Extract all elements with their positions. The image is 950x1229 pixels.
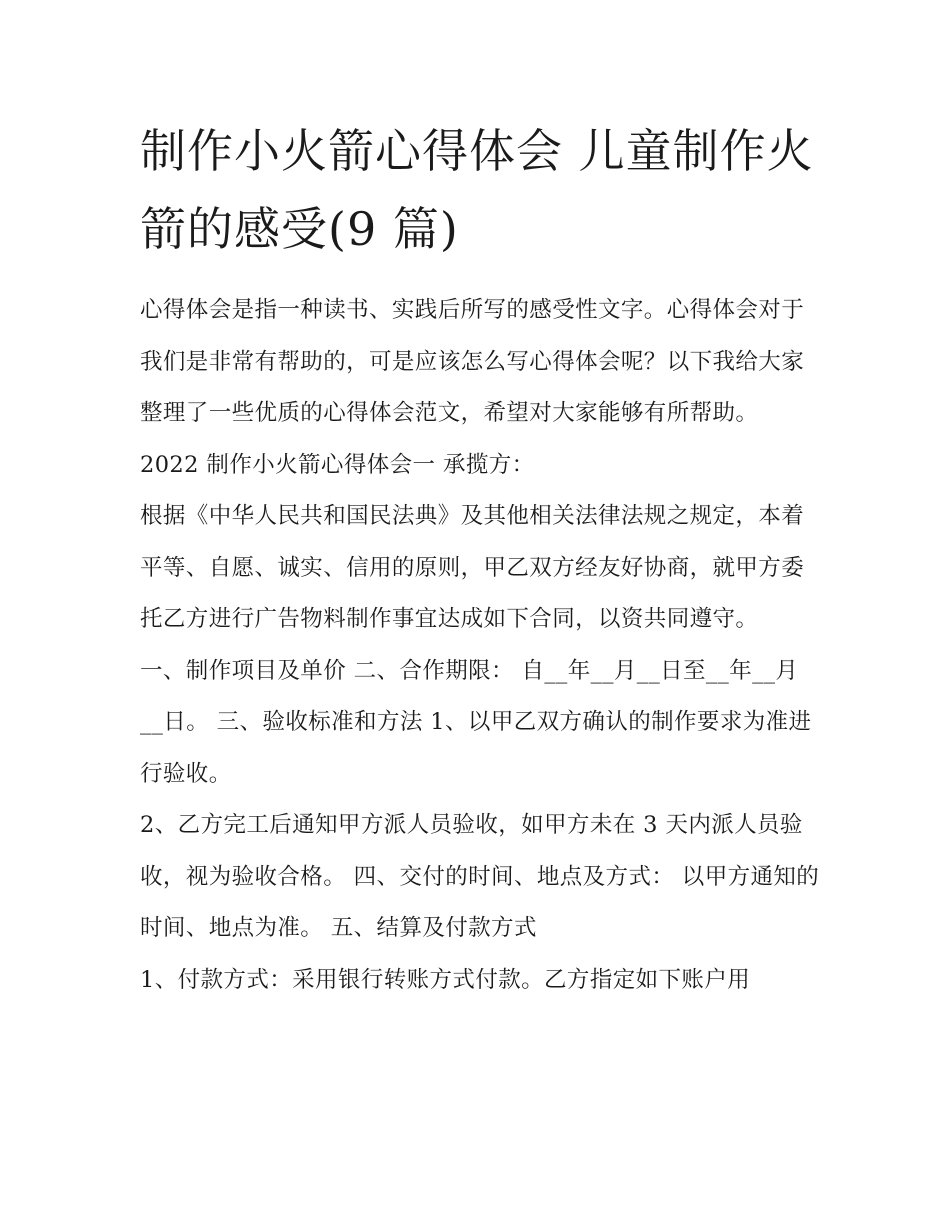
body-paragraph: 1、付款方式：采用银行转账方式付款。乙方指定如下账户用 xyxy=(140,966,751,993)
body-paragraph: 根据《中华人民共和国民法典》及其他相关法律法规之规定，本着平等、自愿、诚实、信用的原则，甲乙双方经友好协商，就甲方委托乙方进行广告物料制作事宜达成如下合同，以资共同遵守。 xyxy=(140,503,805,632)
document-body xyxy=(140,112,820,1006)
intro-paragraph: 心得体会是指一种读书、实践后所写的感受性文字。心得体会对于我们是非常有帮助的，可是应该怎么写心得体会呢？以下我给大家整理了一些优质的心得体会范文，希望对大家能够有所帮助。 xyxy=(140,297,805,426)
body-paragraph: 2、乙方完工后通知甲方派人员验收，如甲方未在 3 天内派人员验收，视为验收合格。 四、交付的时间、地点及方式： 以甲方通知的时间、地点为准。 五、结算及付款方式 xyxy=(140,812,820,941)
body-paragraph: 一、制作项目及单价 二、合作期限： 自__年__月__日至__年__月__日。 三、验收标准和方法 1、以甲乙双方确认的制作要求为准进行验收。 xyxy=(140,657,812,787)
section-heading: 2022 制作小火箭心得体会一 承揽方： xyxy=(140,451,535,478)
document-title: 制作小火箭心得体会 儿童制作火箭的感受(9 篇) xyxy=(140,124,814,256)
